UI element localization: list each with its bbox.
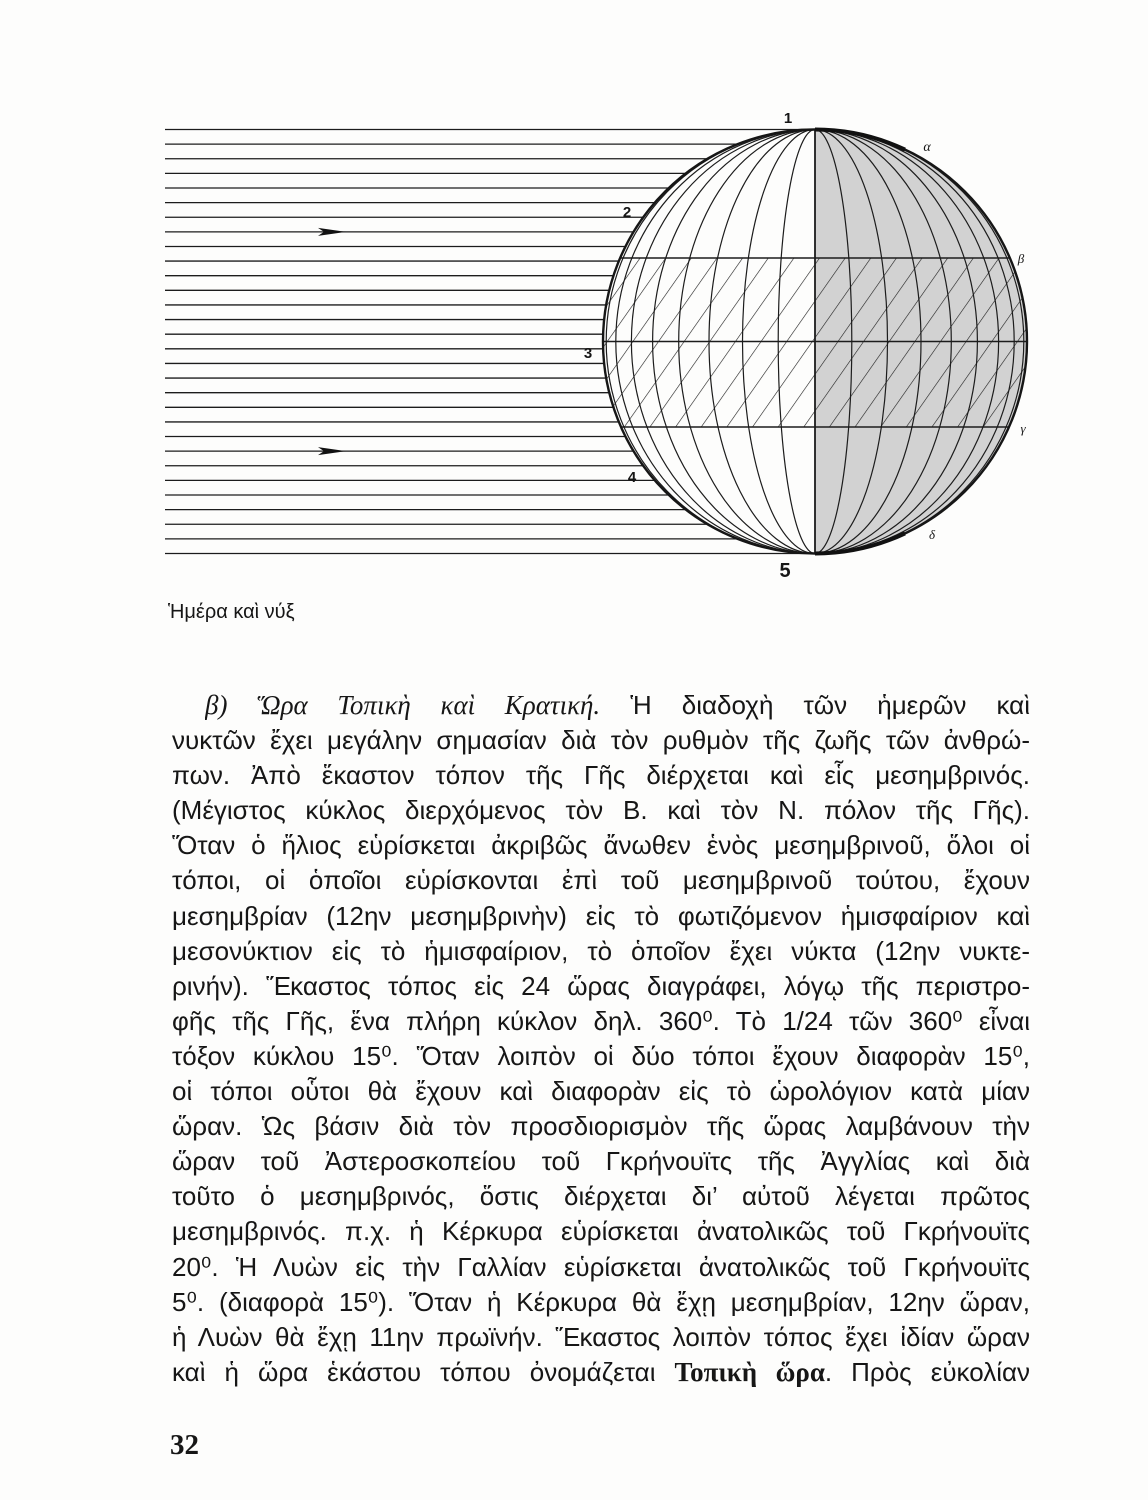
- text-line: μεσημβρινός. π.χ. ἡ Κέρκυρα εὑρίσκεται ἀνατολικῶς τοῦ Γκρήνουϊτς: [172, 1216, 1030, 1247]
- bold-term: Τοπικὴ ὥρα: [674, 1356, 825, 1387]
- text-line: φῆς τῆς Γῆς, ἕνα πλήρη κύκλον δηλ. 360⁰. Τὸ 1/24 τῶν 360⁰ εἶναι: [172, 1005, 1030, 1036]
- hatched-zone: [600, 258, 1032, 427]
- text-line: 20⁰. Ἡ Λυὼν εἰς τὴν Γαλλίαν εὑρίσκεται ἀνατολικῶς τοῦ Γκρήνουϊτς: [172, 1251, 1030, 1282]
- text-line: μεσημβρίαν (12ην μεσημβρινὴν) εἰς τὸ φωτιζόμενον ἡμισφαίριον καὶ: [172, 900, 1030, 931]
- text-line-content: . Πρὸς εὐκολίαν: [824, 1356, 1030, 1387]
- label-point-4: 4: [627, 469, 637, 486]
- label-delta: δ: [928, 527, 936, 542]
- section-heading: β) Ὥρα Τοπικὴ καὶ Κρατική.: [205, 690, 601, 720]
- text-line: ρινήν). Ἕκαστος τόπος εἰς 24 ὥρας διαγράφει, λόγῳ τῆς περιστρο-: [172, 970, 1030, 1001]
- body-text: [172, 688, 1030, 1390]
- label-point-2: 2: [622, 204, 632, 221]
- page-number: 32: [170, 1429, 199, 1461]
- label-point-3: 3: [583, 345, 593, 362]
- text-line: [205, 688, 1030, 723]
- text-line: ὥραν τοῦ Ἀστεροσκοπείου τοῦ Γκρήνουϊτς τῆς Ἀγγλίας καὶ διὰ: [172, 1146, 1030, 1177]
- label-alpha: α: [923, 140, 931, 155]
- text-line: τόποι, οἱ ὁποῖοι εὑρίσκονται ἐπὶ τοῦ μεσημβρινοῦ τούτου, ἔχουν: [172, 865, 1030, 896]
- day-night-globe-diagram: [0, 0, 1148, 600]
- text-line: Ὅταν ὁ ἥλιος εὑρίσκεται ἀκριβῶς ἄνωθεν ἑνὸς μεσημβρινοῦ, ὅλοι οἱ: [172, 830, 1030, 861]
- text-line: [172, 1355, 1030, 1390]
- text-line: ὥραν. Ὡς βάσιν διὰ τὸν προσδιορισμὸν τῆς ὥρας λαμβάνουν τὴν: [172, 1111, 1030, 1142]
- text-line: πων. Ἀπὸ ἕκαστον τόπον τῆς Γῆς διέρχεται καὶ εἷς μεσημβρινός.: [172, 760, 1030, 791]
- text-line: 5⁰. (διαφορὰ 15⁰). Ὅταν ἡ Κέρκυρα θὰ ἔχῃ μεσημβρίαν, 12ην ὥραν,: [172, 1286, 1030, 1317]
- text-line: νυκτῶν ἔχει μεγάλην σημασίαν διὰ τὸν ρυθμὸν τῆς ζωῆς τῶν ἀνθρώ-: [172, 725, 1030, 756]
- text-line-content: καὶ ἡ ὥρα ἑκάστου τόπου ὀνομάζεται: [172, 1356, 656, 1387]
- text-line: μεσονύκτιον εἰς τὸ ἡμισφαίριον, τὸ ὁποῖον ἔχει νύκτα (12ην νυκτε-: [172, 935, 1030, 966]
- text-line: τόξον κύκλου 15⁰. Ὅταν λοιπὸν οἱ δύο τόποι ἔχουν διαφορὰν 15⁰,: [172, 1040, 1030, 1071]
- label-point-1: 1: [783, 110, 793, 127]
- label-beta: β: [1017, 251, 1025, 266]
- label-gamma: γ: [1020, 421, 1026, 436]
- text-line: ἡ Λυὼν θὰ ἔχῃ 11ην πρωϊνήν. Ἕκαστος λοιπὸν τόπος ἔχει ἰδίαν ὥραν: [172, 1321, 1030, 1352]
- text-line: οἱ τόποι οὗτοι θὰ ἔχουν καὶ διαφορὰν εἰς τὸ ὡρολόγιον κατὰ μίαν: [172, 1076, 1030, 1107]
- label-point-5: 5: [779, 560, 791, 582]
- figure-caption: Ἡμέρα καὶ νύξ: [168, 601, 295, 623]
- text-line: (Μέγιστος κύκλος διερχόμενος τὸν Β. καὶ τὸν Ν. πόλον τῆς Γῆς).: [172, 795, 1030, 826]
- text-line: τοῦτο ὁ μεσημβρινός, ὅστις διέρχεται δι’ αὐτοῦ λέγεται πρῶτος: [172, 1181, 1030, 1212]
- text-line-content: Ἡ διαδοχὴ τῶν ἡμερῶν καὶ: [630, 690, 1030, 720]
